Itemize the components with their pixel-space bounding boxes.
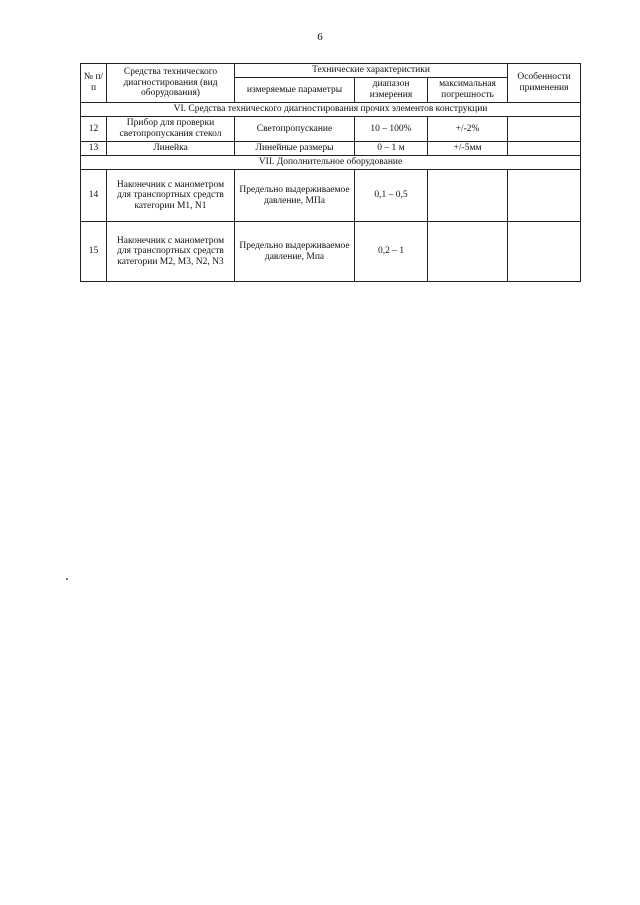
cell-range: 10 – 100% [355,117,428,142]
scan-speck [66,578,68,580]
table-row [81,117,581,142]
equipment-table [80,63,581,282]
cell-num: 12 [81,117,107,142]
cell-equipment: Наконечник с манометром для транспортных средств категории М2, М3, N2, N3 [107,222,235,282]
cell-range: 0 – 1 м [355,142,428,156]
cell-params: Предельно выдерживаемое давление, МПа [235,170,355,222]
section-row [81,156,581,170]
cell-num: 13 [81,142,107,156]
cell-error [428,170,508,222]
cell-features [508,170,581,222]
cell-params: Предельно выдерживаемое давление, Мпа [235,222,355,282]
cell-error: +/-2% [428,117,508,142]
table-row [81,142,581,156]
cell-equipment: Прибор для проверки светопропускания стекол [107,117,235,142]
cell-features [508,117,581,142]
cell-error: +/-5мм [428,142,508,156]
cell-range: 0,1 – 0,5 [355,170,428,222]
section-row [81,103,581,117]
table-row [81,222,581,282]
header-features: Особенности применения [508,64,581,103]
table-row [81,170,581,222]
page-number: 6 [317,31,323,43]
cell-equipment: Наконечник с манометром для транспортных средств категории М1, N1 [107,170,235,222]
table-header-row [81,64,581,78]
cell-equipment: Линейка [107,142,235,156]
cell-num: 14 [81,170,107,222]
header-tech-characteristics: Технические характеристики [235,64,508,78]
header-error: максимальная погрешность [428,78,508,103]
header-range: диапазон измерения [355,78,428,103]
cell-params: Светопропускание [235,117,355,142]
section-title: VI. Средства технического диагностирования прочих элементов конструкции [81,103,581,117]
section-title: VII. Дополнительное оборудование [81,156,581,170]
header-equipment: Средства технического диагностирования (вид оборудования) [107,64,235,103]
cell-error [428,222,508,282]
cell-range: 0,2 – 1 [355,222,428,282]
cell-features [508,142,581,156]
header-num: № п/п [81,64,107,103]
cell-params: Линейные размеры [235,142,355,156]
cell-features [508,222,581,282]
header-params: измеряемые параметры [235,78,355,103]
cell-num: 15 [81,222,107,282]
